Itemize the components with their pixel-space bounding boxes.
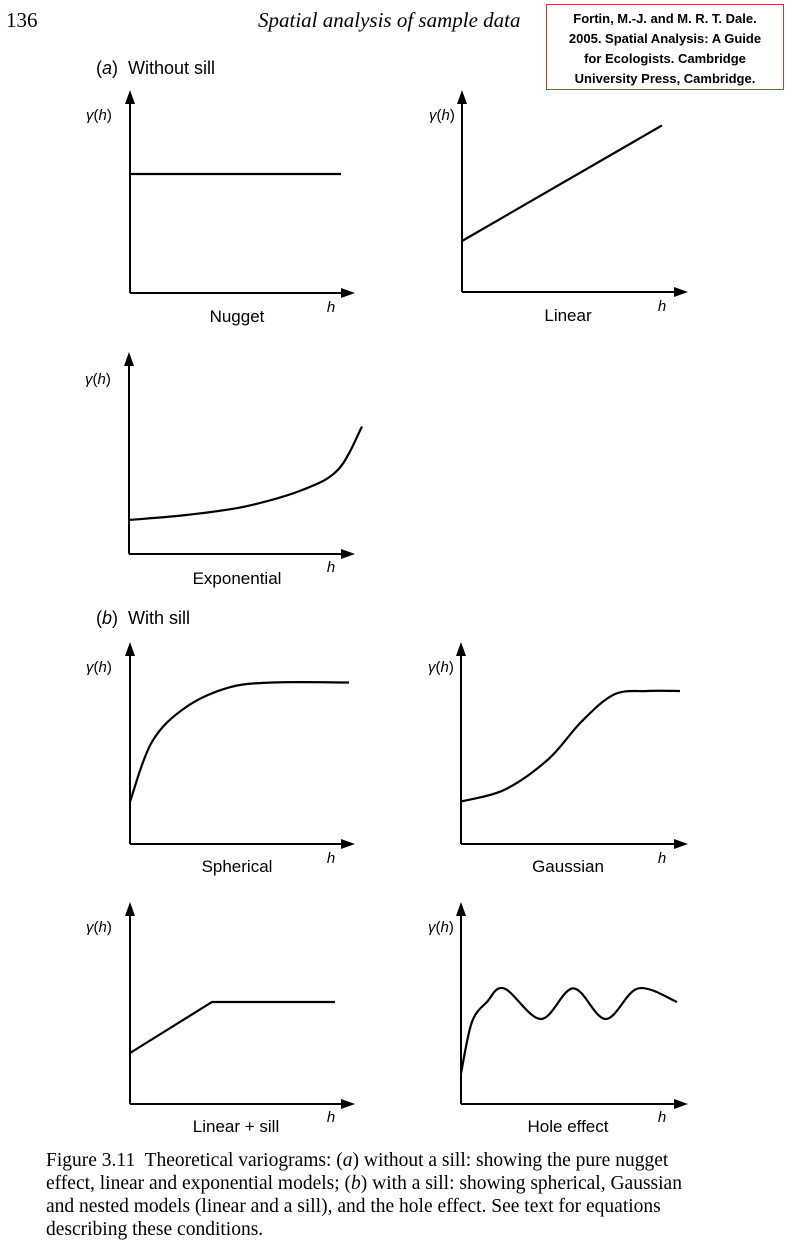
y-axis-label: γ(h) <box>428 919 454 936</box>
y-axis-arrow <box>456 902 466 916</box>
panel-title: Exponential <box>192 569 282 588</box>
variogram-panel <box>428 642 688 876</box>
y-axis-arrow <box>456 642 466 656</box>
variogram-curve <box>462 125 662 241</box>
figure-label: Figure 3.11 <box>46 1150 136 1171</box>
x-axis-arrow <box>341 839 355 849</box>
panel-title: Linear <box>544 306 592 325</box>
y-axis-label: γ(h) <box>86 659 112 676</box>
variogram-curve <box>130 682 349 801</box>
section-title: With sill <box>128 608 191 628</box>
section-title: Without sill <box>128 58 216 78</box>
y-axis-arrow <box>125 90 135 104</box>
page-number: 136 <box>6 8 38 32</box>
panel-title: Gaussian <box>532 857 604 876</box>
x-axis-arrow <box>674 1099 688 1109</box>
x-axis-arrow <box>341 549 355 559</box>
variogram-panel <box>429 90 688 325</box>
panel-title: Spherical <box>201 857 273 876</box>
variogram-curve <box>461 691 680 802</box>
citation-line: Fortin, M.-J. and M. R. T. Dale. <box>573 11 757 26</box>
variogram-panel <box>86 642 355 876</box>
section-label-b: (b) With sill <box>96 608 191 628</box>
x-axis-arrow <box>674 839 688 849</box>
x-axis-label: h <box>326 559 336 576</box>
caption-line: Figure 3.11 Theoretical variograms: (a) without a sill: showing the pure nugget <box>46 1150 669 1171</box>
x-axis-arrow <box>341 288 355 298</box>
caption-line: effect, linear and exponential models; (b) with a sill: showing spherical, Gaussian <box>46 1173 682 1194</box>
x-axis-label: h <box>326 299 336 316</box>
y-axis-arrow <box>457 90 467 104</box>
variogram-curve <box>129 427 362 521</box>
variogram-panel <box>85 352 362 588</box>
citation-line: for Ecologists. Cambridge <box>584 51 746 66</box>
y-axis-arrow <box>124 352 134 366</box>
y-axis-arrow <box>125 902 135 916</box>
y-axis-arrow <box>125 642 135 656</box>
x-axis-arrow <box>341 1099 355 1109</box>
figure-caption <box>46 1149 746 1241</box>
citation-line: 2005. Spatial Analysis: A Guide <box>568 31 762 46</box>
variogram-curve <box>461 988 677 1073</box>
y-axis-label: γ(h) <box>429 107 455 124</box>
caption-line: describing these conditions. <box>46 1219 264 1240</box>
caption-line: and nested models (linear and a sill), and the hole effect. See text for equations <box>46 1196 661 1217</box>
panel-title: Hole effect <box>527 1117 609 1136</box>
y-axis-label: γ(h) <box>428 659 454 676</box>
running-head: Spatial analysis of sample data <box>258 8 521 32</box>
y-axis-label: γ(h) <box>86 919 112 936</box>
x-axis-label: h <box>657 298 667 315</box>
section-letter: a <box>102 58 113 78</box>
variogram-panel <box>86 90 355 326</box>
section-letter: b <box>102 608 113 628</box>
x-axis-label: h <box>657 1109 667 1126</box>
x-axis-label: h <box>326 850 336 867</box>
y-axis-label: γ(h) <box>86 107 112 124</box>
citation-line: University Press, Cambridge. <box>574 71 756 86</box>
section-label-a: (a) Without sill <box>96 58 216 78</box>
x-axis-arrow <box>674 287 688 297</box>
variogram-panel <box>428 902 688 1136</box>
panel-title: Nugget <box>209 307 265 326</box>
x-axis-label: h <box>657 850 667 867</box>
x-axis-label: h <box>326 1109 336 1126</box>
variogram-panel <box>86 902 355 1136</box>
y-axis-label: γ(h) <box>85 371 111 388</box>
variogram-curve <box>130 1002 335 1053</box>
panel-title: Linear + sill <box>192 1117 280 1136</box>
